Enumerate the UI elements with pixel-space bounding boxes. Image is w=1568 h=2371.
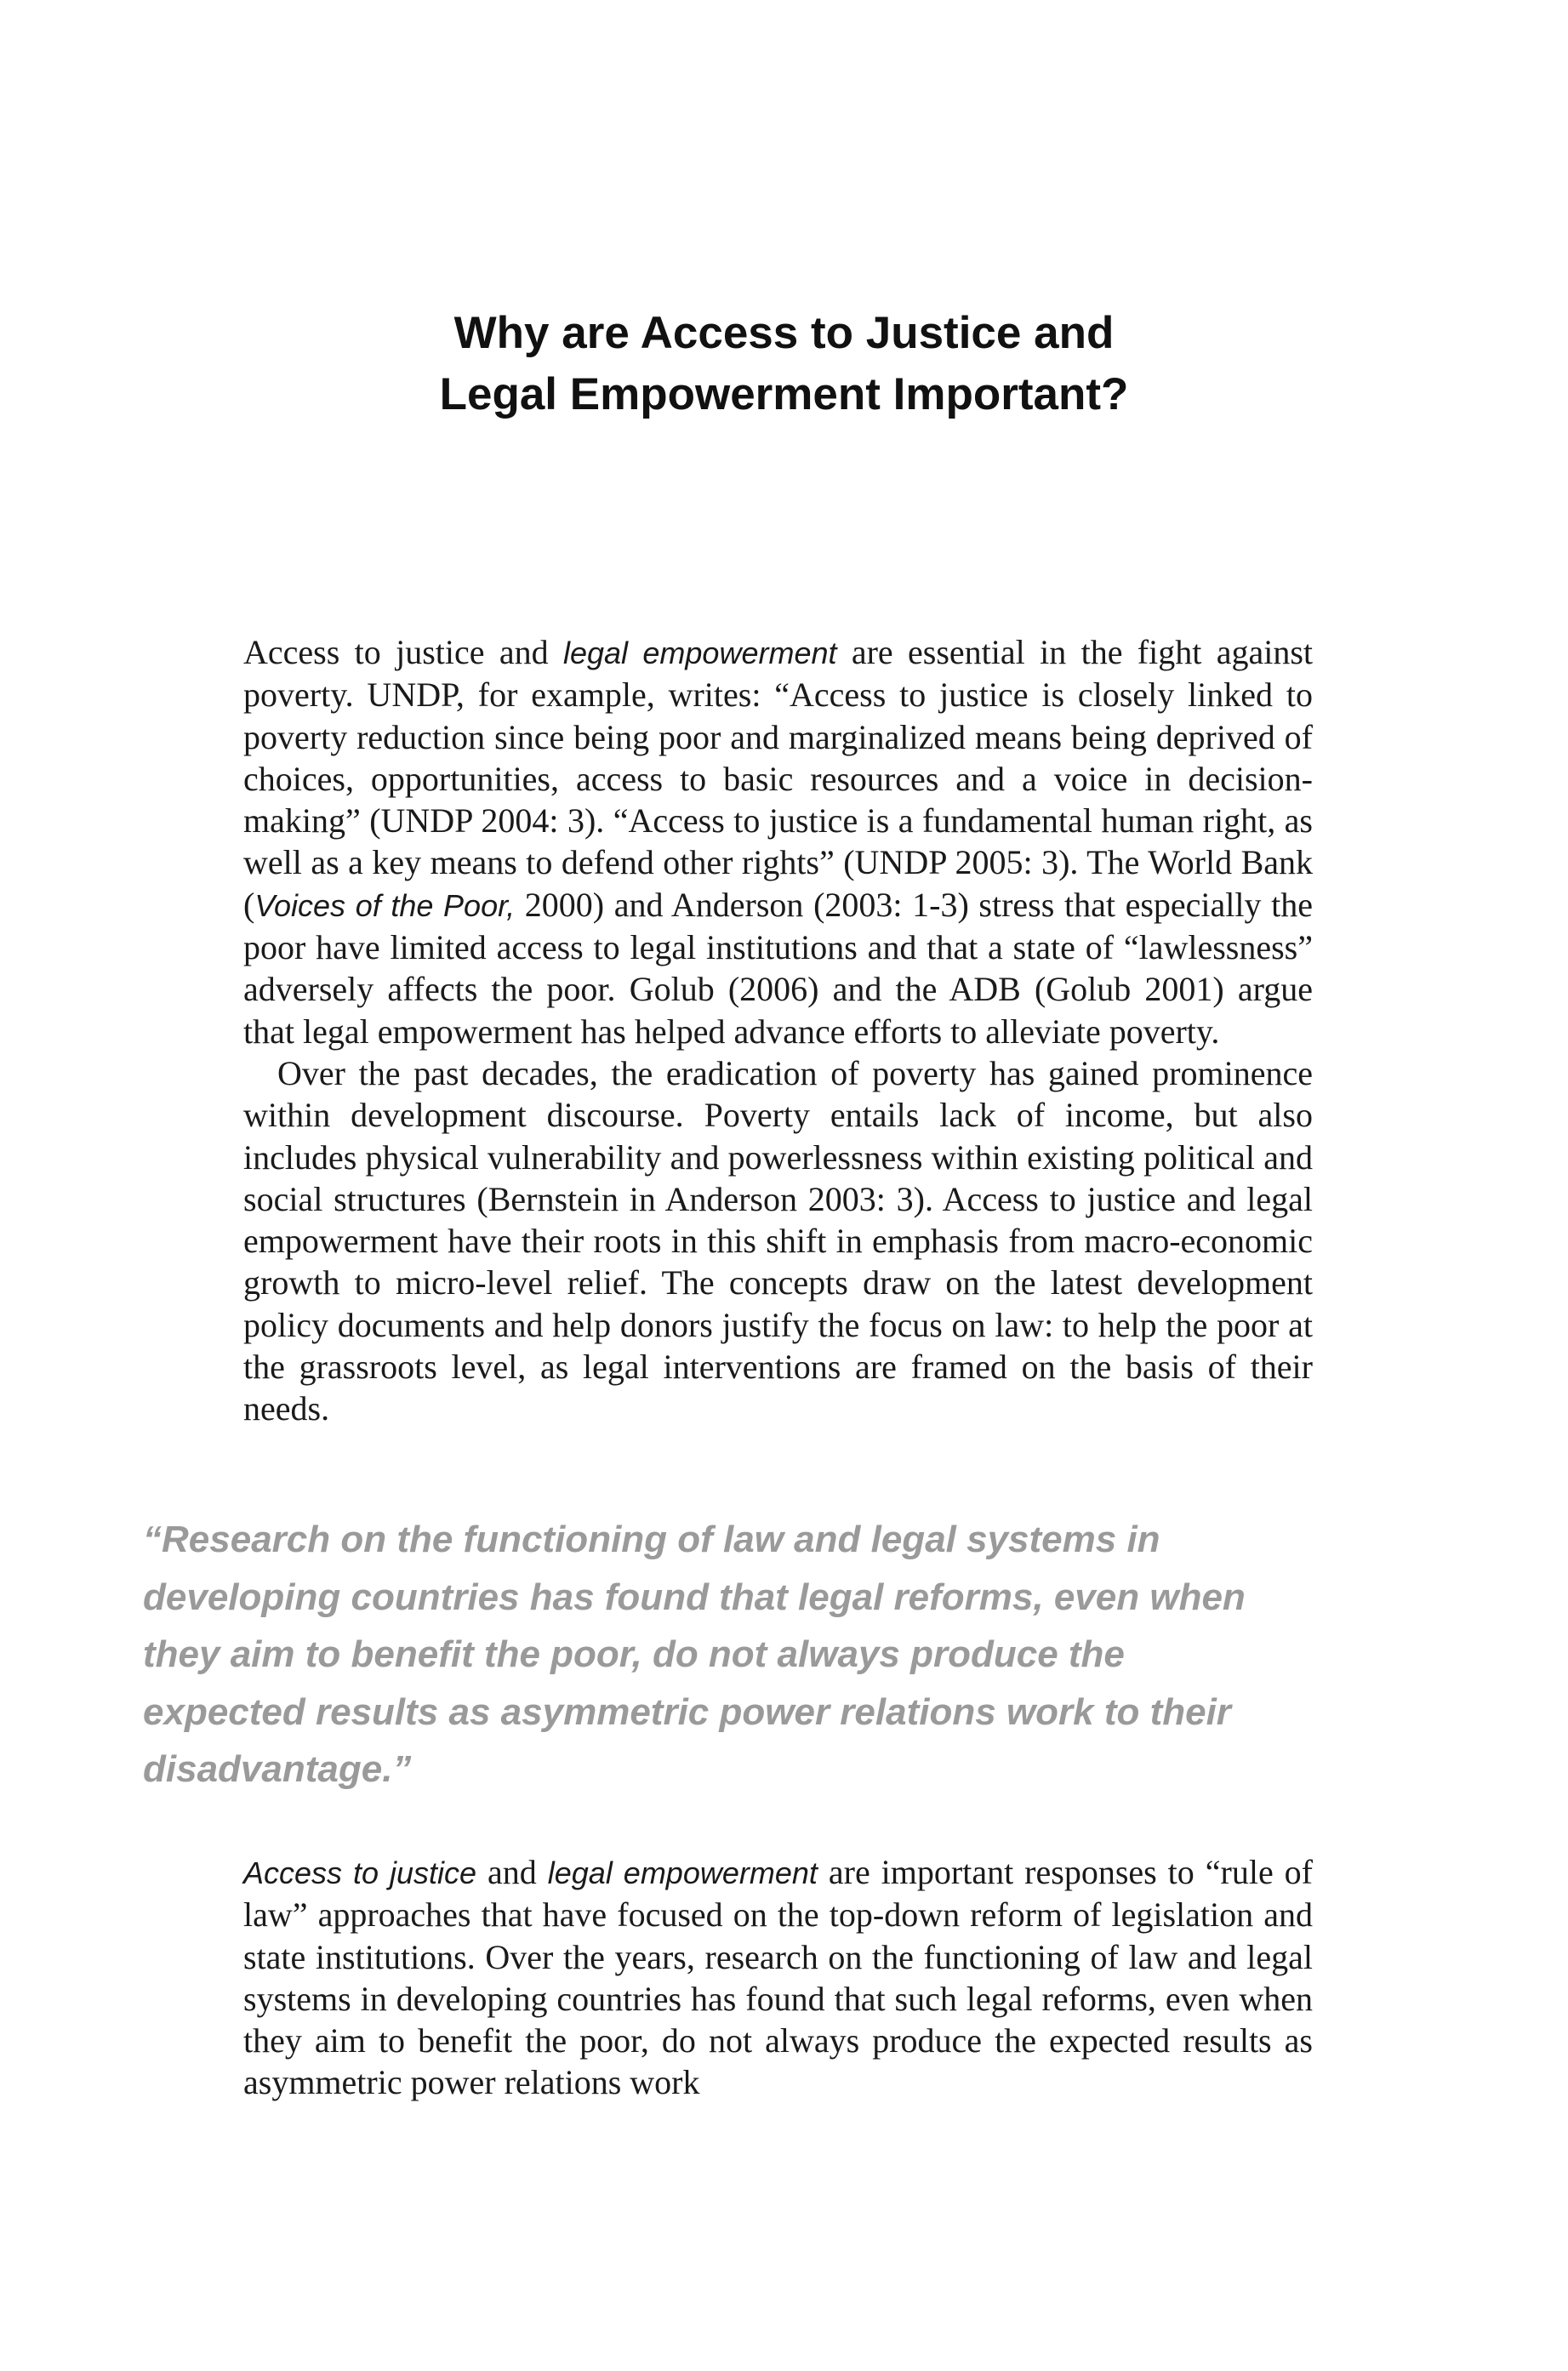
paragraph-3: [243, 1851, 1313, 2104]
paragraph-1-text-b: are essential in the fight against poverty. UNDP, for example, writes: “Access to justice is closely linked to poverty reduction since being poor and marginalized means being deprived of choices, opportunities, access to basic resources and a voice in decision-making” (UNDP 2004: 3). “Access to justice is a fundamental human right, as well as a key means to defend other rights” (UNDP 2005: 3). The World Bank (: [243, 633, 1314, 924]
pull-quote-line-2: developing countries has found that legal reforms, even when: [143, 1576, 1246, 1618]
title-line-2: Legal Empowerment Important?: [439, 369, 1129, 419]
paragraph-2: Over the past decades, the eradication of poverty has gained prominence within development discourse. Poverty entails lack of income, but also includes physical vulnerability and powerlessness within existing political and social structures (Bernstein in Anderson 2003: 3). Access to justice and legal empowerment have their roots in this shift in emphasis from macro-economic growth to micro-level relief. The concepts draw on the latest development policy documents and help donors justify the focus on law: to help the poor at the grassroots level, as legal interventions are framed on the basis of their needs.: [243, 1053, 1313, 1428]
paragraph-3-text-a: and: [476, 1853, 548, 1891]
paragraph-3-text-b: are important responses to “rule of law” approaches that have focused on the top-down reform of legislation and state institutions. Over the years, research on the functioning of law and legal systems in developing countries has found that such legal reforms, even when they aim to benefit the poor, do not always produce the expected results as asymmetric power relations work: [243, 1853, 1314, 2102]
pull-quote: [143, 1511, 1249, 1798]
paragraph-1-emphasis-legal-empowerment: legal empowerment: [562, 635, 837, 670]
body-text-lower: [243, 1851, 1313, 2104]
paragraph-1-emphasis-voices-of-the-poor: Voices of the Poor,: [254, 887, 516, 923]
pull-quote-line-5: disadvantage.”: [143, 1748, 412, 1790]
paragraph-1: [243, 631, 1313, 1052]
body-text-upper: [243, 631, 1313, 1430]
paragraph-3-emphasis-access-to-justice: Access to justice: [243, 1855, 477, 1890]
title-line-1: Why are Access to Justice and: [453, 308, 1115, 358]
paragraph-1-text-c: 2000) and Anderson (2003: 1-3) stress that especially the poor have limited access to legal institutions and that a state of “lawlessness” adversely affects the poor. Golub (2006) and the ADB (Golub 2001) argue that legal empowerment has helped advance efforts to alleviate poverty.: [243, 885, 1313, 1051]
paragraph-3-emphasis-legal-empowerment: legal empowerment: [547, 1855, 818, 1890]
pull-quote-line-4: expected results as asymmetric power relations work to their: [143, 1690, 1231, 1733]
paragraph-1-text-a: Access to justice and: [243, 633, 563, 671]
page-title: [0, 303, 1568, 425]
pull-quote-line-1: “Research on the functioning of law and legal systems in: [143, 1519, 1160, 1560]
pull-quote-line-3: they aim to benefit the poor, do not always produce the: [143, 1633, 1125, 1675]
